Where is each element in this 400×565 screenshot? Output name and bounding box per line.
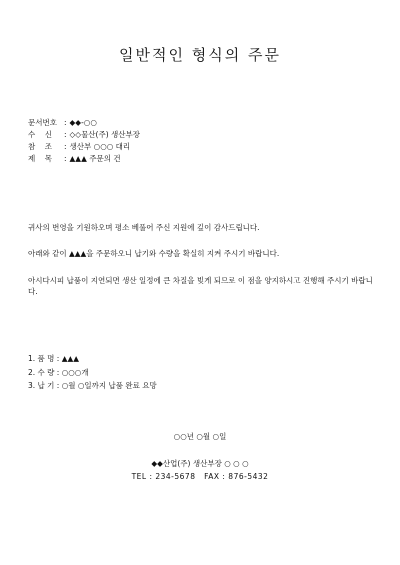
- meta-row-recipient: [28, 129, 140, 141]
- order-item-quantity: 2. 수 량 : ○○○개: [28, 367, 89, 377]
- meta-key: 수 신: [28, 130, 53, 139]
- document-title: 일반적인 형식의 주문: [119, 46, 281, 64]
- meta-value: 생산부 ○○○ 대리: [69, 142, 131, 151]
- meta-colon: :: [64, 154, 67, 163]
- meta-value: ◆◆-○○: [69, 118, 97, 127]
- footer-date: ○○년 ○월 ○일: [173, 432, 227, 441]
- order-item-deadline: 3. 납 기 : ○월 ○일까지 납품 완료 요망: [28, 381, 157, 390]
- body-paragraph-greeting: 귀사의 번영을 기원하오며 평소 베풀어 주신 지원에 깊이 감사드립니다.: [28, 223, 260, 232]
- meta-key: 참 조: [28, 142, 53, 151]
- document-meta: [28, 117, 140, 165]
- body-paragraph-notice: 아시다시피 납품이 지연되면 생산 일정에 큰 차질을 빚게 되므로 이 점을 양지하시고 진행해 주시기 바랍니다.: [28, 276, 373, 296]
- meta-value: ◇◇물산(주) 생산부장: [69, 130, 141, 139]
- order-item-name: 1. 품 명 : ▲▲▲: [28, 354, 80, 363]
- meta-row-subject: [28, 153, 140, 165]
- meta-row-doc-number: [28, 117, 140, 129]
- meta-value: ▲▲▲ 주문의 건: [69, 154, 121, 163]
- meta-key: 제 목: [28, 154, 53, 163]
- meta-row-reference: [28, 141, 140, 153]
- footer-company-signature: ◆◆산업(주) 생산부장 ○ ○ ○: [151, 459, 249, 468]
- meta-key: 문서번호: [28, 118, 57, 127]
- footer-contact: TEL : 234-5678 FAX : 876-5432: [131, 472, 269, 481]
- meta-colon: :: [64, 130, 67, 139]
- body-paragraph-order: 아래와 같이 ▲▲▲을 주문하오니 납기와 수량을 확실히 지켜 주시기 바랍니다.: [28, 249, 280, 258]
- meta-colon: :: [64, 142, 67, 151]
- meta-colon: :: [64, 118, 67, 127]
- order-items-list: [28, 352, 157, 393]
